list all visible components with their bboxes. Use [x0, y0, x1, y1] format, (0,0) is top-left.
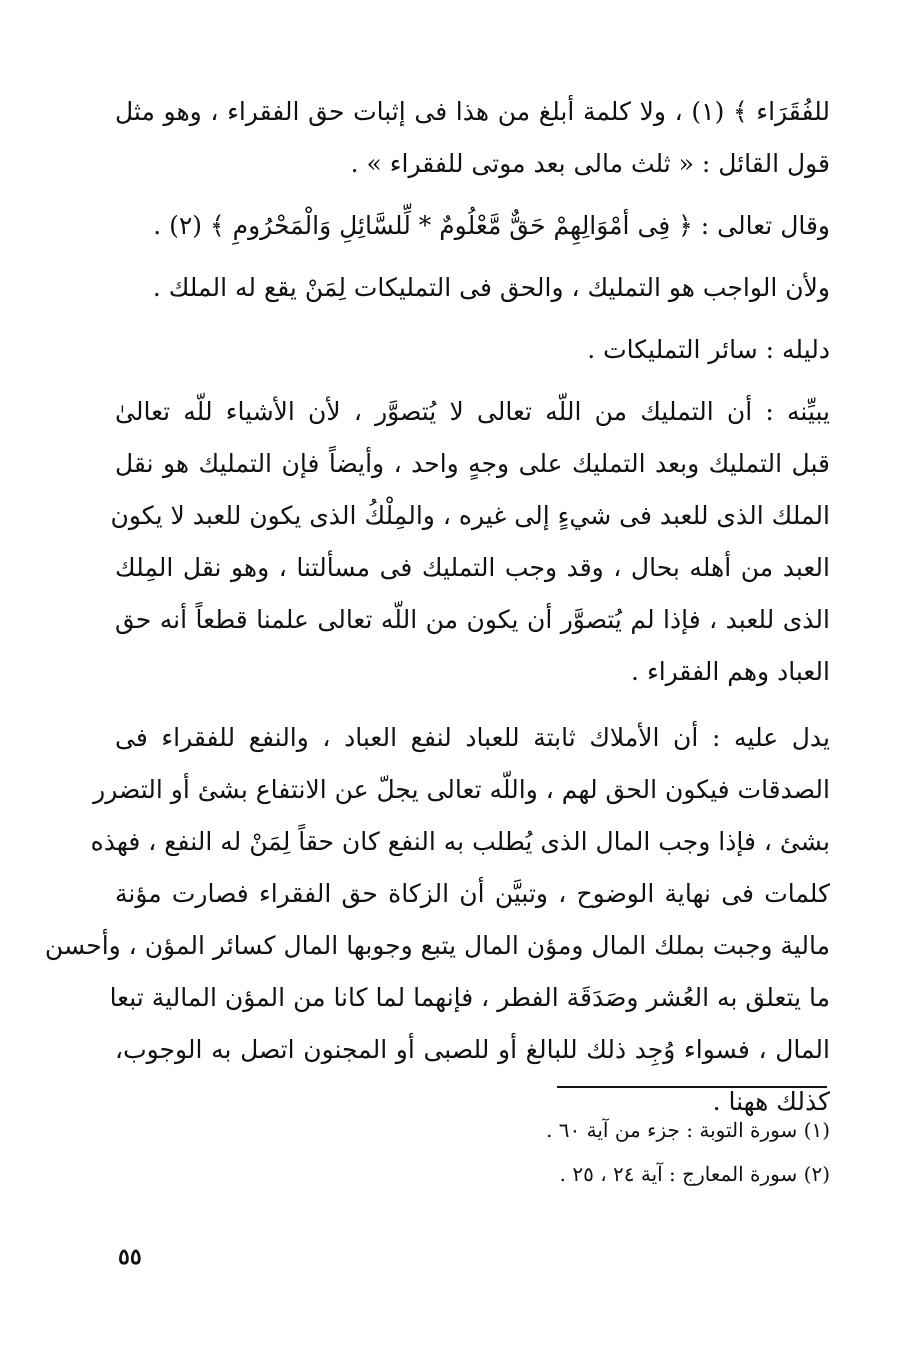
- text-line: كلمات فى نهاية الوضوح ، وتبيَّن أن الزكاة حق الفقراء فصارت مؤنة: [115, 879, 830, 908]
- text-line: كذلك ههنا .: [712, 1087, 830, 1116]
- paragraph: [115, 330, 830, 382]
- text-line: قبل التمليك وبعد التمليك على وجهٍ واحد ، وأيضاً فإن التمليك هو نقل: [115, 449, 830, 478]
- text-line: يبيِّنه : أن التمليك من اللّه تعالى لا يُتصوَّر ، لأن الأشياء للّه تعالىٰ: [115, 397, 830, 426]
- footnotes: [430, 1110, 830, 1198]
- text-line: المال ، فسواء وُجِد ذلك للبالغ أو للصبى أو المجنون اتصل به الوجوب،: [115, 1035, 830, 1064]
- paragraph: [115, 268, 830, 320]
- footnote-divider: [557, 1086, 827, 1088]
- text-line: بشئ ، فإذا وجب المال الذى يُطلب به النفع كان حقاً لِمَنْ له النفع ، فهذه: [90, 827, 830, 856]
- text-line: يدل عليه : أن الأملاك ثابتة للعباد لنفع العباد ، والنفع للفقراء فى: [115, 723, 830, 752]
- text-line: الصدقات فيكون الحق لهم ، واللّه تعالى يجلّ عن الانتفاع بشئ أو التضرر: [93, 775, 830, 804]
- text-line: ولأن الواجب هو التمليك ، والحق فى التمليكات لِمَنْ يقع له الملك .: [152, 273, 830, 302]
- text-line: قول القائل : « ثلث مالى بعد موتى للفقراء » .: [350, 149, 830, 178]
- text-line: مالية وجبت بملك المال ومؤن المال يتبع وجوبها المال كسائر المؤن ، وأحسن: [44, 931, 830, 960]
- paragraph: [115, 206, 830, 258]
- footnote: (١) سورة التوبة : جزء من آية ٦٠ .: [546, 1118, 830, 1142]
- text-line: الذى للعبد ، فإذا لم يُتصوَّر أن يكون من اللّه تعالى علمنا قطعاً أنه حق: [115, 605, 830, 634]
- paragraph: [110, 392, 830, 704]
- text-line: للفُقَرَاء ﴾ (١) ، ولا كلمة أبلغ من هذا فى إثبات حق الفقراء ، وهو مثل: [115, 97, 830, 126]
- text-line: الملك الذى للعبد فى شيءٍ إلى غيره ، والمِلْكُ الذى يكون للعبد لا يكون: [110, 501, 830, 530]
- text-line: ما يتعلق به العُشر وصَدَقَة الفطر ، فإنهما لما كانا من المؤن المالية تبعا: [109, 983, 830, 1012]
- footnote: (٢) سورة المعارج : آية ٢٤ ، ٢٥ .: [559, 1162, 830, 1186]
- text-line: دليله : سائر التمليكات .: [587, 335, 830, 364]
- paragraph: [44, 718, 830, 1134]
- main-text: [44, 92, 830, 1134]
- paragraph: [115, 92, 830, 196]
- page-number: ٥٥: [118, 1244, 142, 1270]
- text-line: وقال تعالى : ﴿ فِى أمْوَالِهِمْ حَقٌّ مَّعْلُومٌ * لِّلسَّائِلِ وَالْمَحْرُومِ ﴾ (٢) .: [153, 211, 830, 240]
- text-line: العباد وهم الفقراء .: [631, 657, 830, 686]
- text-line: العبد من أهله بحال ، وقد وجب التمليك فى مسألتنا ، وهو نقل المِلك: [115, 553, 830, 582]
